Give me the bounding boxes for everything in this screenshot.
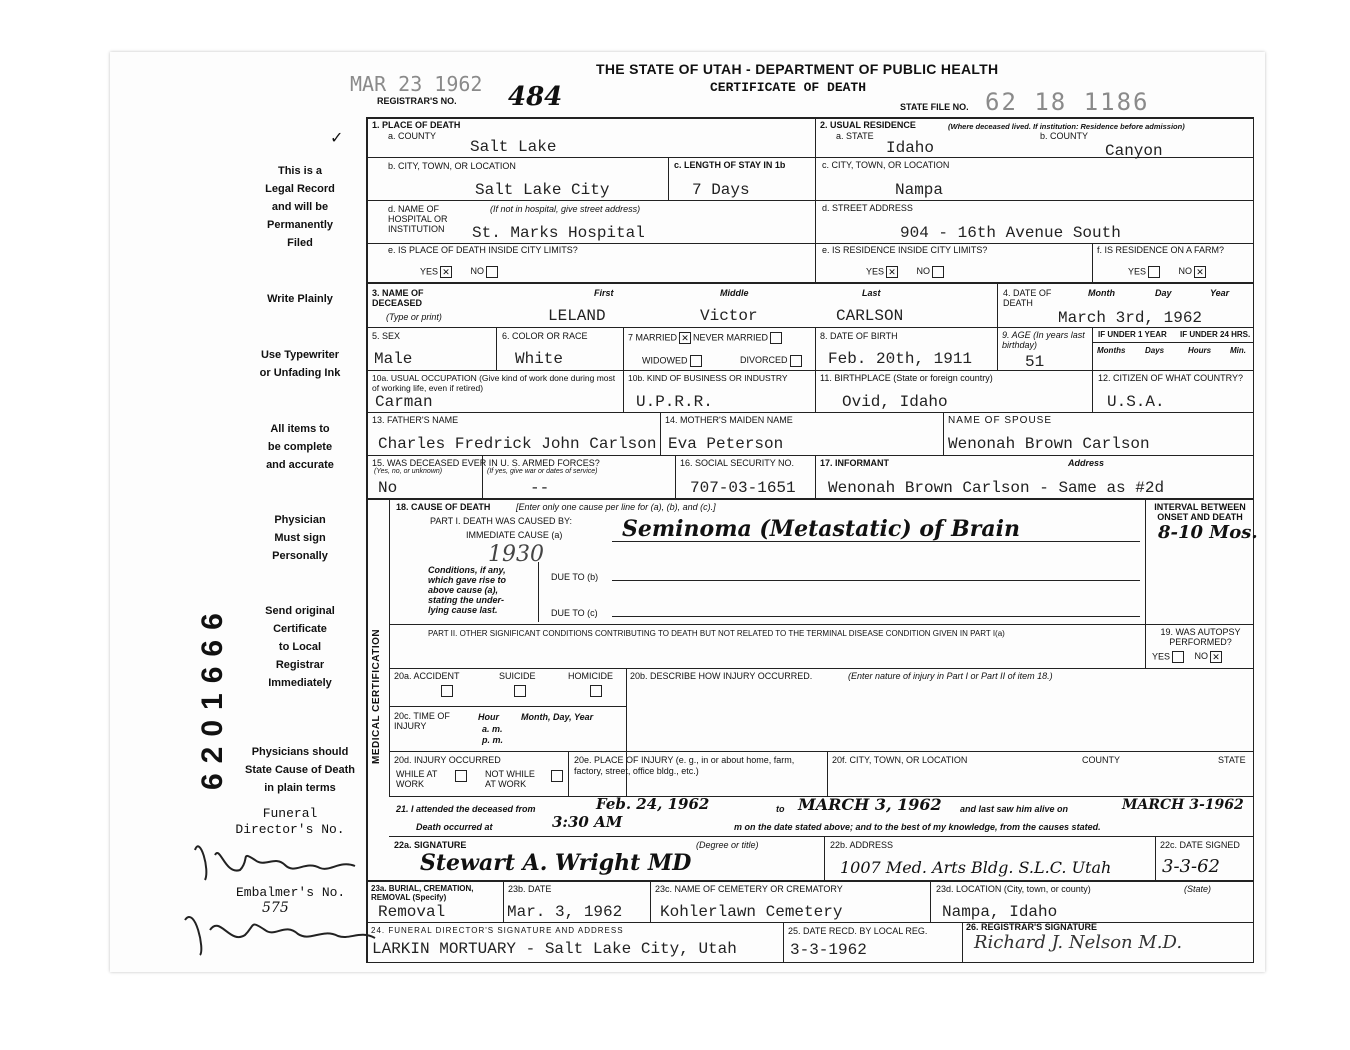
- divider: [366, 200, 1254, 201]
- mother-value: Eva Peterson: [668, 435, 784, 453]
- burial-date-value: Mar. 3, 1962: [507, 903, 623, 921]
- hour-label: Hour: [478, 712, 499, 722]
- length-of-stay-value: 7 Days: [692, 181, 750, 199]
- farm-no-checkbox[interactable]: ✕: [1194, 266, 1206, 278]
- homicide-checkbox[interactable]: [590, 685, 602, 697]
- street-value: 904 - 16th Avenue South: [900, 224, 1121, 242]
- funeral-director-signature: [180, 830, 380, 960]
- due-to-c-label: DUE TO (c): [551, 608, 598, 618]
- divider: [668, 157, 669, 200]
- last-name-label: Last: [862, 288, 881, 298]
- death-county-label: a. COUNTY: [388, 131, 437, 141]
- day-label: Day: [1155, 288, 1172, 298]
- first-name-label: First: [594, 288, 614, 298]
- birthplace-label: 11. BIRTHPLACE (State or foreign country): [820, 373, 993, 383]
- suicide-label: SUICIDE: [499, 671, 536, 681]
- ssn-value: 707-03-1651: [690, 479, 796, 497]
- residence-inside-city-answer: YES ✕ NO: [866, 266, 946, 278]
- how-injury-label: 20b. DESCRIBE HOW INJURY OCCURRED.: [630, 671, 813, 681]
- spouse-value: Wenonah Brown Carlson: [948, 435, 1150, 453]
- accident-label: 20a. ACCIDENT: [394, 671, 460, 681]
- hospital-note: (If not in hospital, give street address): [490, 204, 641, 214]
- place-of-injury-label: 20e. PLACE OF INJURY (e. g., in or about home, farm, factory, street, office bldg., etc.): [574, 755, 795, 776]
- divider: [366, 412, 1254, 413]
- farm-label: f. IS RESIDENCE ON A FARM?: [1097, 245, 1225, 255]
- injury-occurred-label: 20d. INJURY OCCURRED: [394, 755, 501, 765]
- never-married-checkbox[interactable]: [770, 332, 782, 344]
- burial-type-label: 23a. BURIAL, CREMATION, REMOVAL (Specify): [371, 884, 474, 902]
- to-label: to: [776, 804, 785, 814]
- cemetery-value: Kohlerlawn Cemetery: [660, 903, 843, 921]
- interval-value: 8-10 Mos.: [1158, 522, 1258, 543]
- typewriter-note: Use Typewriter or Unfading Ink: [259, 349, 341, 379]
- divider: [389, 836, 1254, 837]
- check-mark: ✓: [330, 130, 344, 147]
- race-label: 6. COLOR OR RACE: [502, 331, 588, 341]
- immediate-cause-label: IMMEDIATE CAUSE (a): [466, 530, 563, 540]
- divider: [815, 455, 816, 498]
- not-while-at-work-checkbox[interactable]: [551, 770, 563, 782]
- injury-state-label: STATE: [1218, 755, 1246, 765]
- registrar-label: REGISTRAR'S NO.: [377, 96, 457, 106]
- residence-state-label: a. STATE: [836, 131, 874, 141]
- marital-status: 7 MARRIED ✕ NEVER MARRIED: [628, 332, 784, 344]
- divider: [997, 327, 998, 370]
- residence-note: (Where deceased lived. If institution: Residence before admission): [948, 122, 1185, 131]
- complete-note: All items to be complete and accurate: [266, 423, 334, 471]
- last-saw-label: and last saw him alive on: [960, 804, 1069, 814]
- embalmer-label: Embalmer's No.: [236, 885, 346, 900]
- residence-county-value: Canyon: [1105, 142, 1163, 160]
- funeral-director-sig-label: 24. FUNERAL DIRECTOR'S SIGNATURE AND ADDRESS: [371, 926, 624, 935]
- last-saw-value: MARCH 3-1962: [1122, 797, 1244, 813]
- widowed-checkbox[interactable]: [690, 355, 702, 367]
- armed-forces-value: No: [378, 479, 398, 497]
- divider: [650, 880, 651, 922]
- under-24-hrs-label: IF UNDER 24 HRS.: [1180, 330, 1251, 339]
- month-label: Month: [1088, 288, 1115, 298]
- type-or-print-note: (Type or print): [386, 312, 442, 322]
- location-label: 23d. LOCATION (City, town, or county): [936, 884, 1091, 894]
- time-of-injury-label: 20c. TIME OF INJURY: [394, 711, 450, 731]
- death-time-value: 3:30 AM: [552, 813, 623, 831]
- divider: [1092, 342, 1254, 343]
- form-top-border: [366, 117, 1254, 119]
- informant-value: Wenonah Brown Carlson - Same as #2d: [828, 479, 1165, 497]
- while-at-work-label: WHILE AT WORK: [396, 769, 438, 789]
- married-checkbox[interactable]: ✕: [679, 332, 691, 344]
- divider: [1155, 836, 1156, 880]
- mother-label: 14. MOTHER'S MAIDEN NAME: [665, 415, 793, 425]
- sex-label: 5. SEX: [372, 331, 401, 341]
- street-label: d. STREET ADDRESS: [822, 203, 913, 213]
- divider: [827, 751, 828, 796]
- physician-signature: Stewart A. Wright MD: [420, 850, 692, 876]
- war-service-value: --: [530, 479, 550, 497]
- farm-yes-checkbox[interactable]: [1148, 266, 1160, 278]
- months-label: Months: [1097, 346, 1126, 355]
- citizen-value: U.S.A.: [1107, 393, 1165, 411]
- deceased-name-label: 3. NAME OF DECEASED: [372, 288, 424, 308]
- physician-address-label: 22b. ADDRESS: [830, 840, 894, 850]
- divider: [366, 922, 1254, 923]
- burial-type-value: Removal: [378, 903, 446, 921]
- physician-note: Physician Must sign Personally: [272, 514, 328, 562]
- funeral-director-label: Funeral Director's No.: [235, 806, 345, 837]
- farm-answer: YES NO ✕: [1128, 266, 1208, 278]
- divider: [962, 922, 963, 962]
- business-value: U.P.R.R.: [636, 393, 713, 411]
- year-handwritten: 1930: [488, 542, 544, 567]
- divider: [997, 282, 998, 327]
- registrar-no: 484: [508, 82, 563, 112]
- length-of-stay-label: c. LENGTH OF STAY IN 1b: [674, 160, 786, 170]
- year-label: Year: [1210, 288, 1230, 298]
- informant-label: 17. INFORMANT: [820, 458, 890, 468]
- autopsy-no-checkbox[interactable]: ✕: [1210, 651, 1222, 663]
- age-value: 51: [1025, 353, 1045, 371]
- divider: [503, 880, 504, 922]
- middle-name-label: Middle: [720, 288, 749, 298]
- address-label: Address: [1068, 458, 1105, 468]
- divider: [1145, 498, 1146, 668]
- armed-forces-note: (Yes, no, or unknown): [374, 468, 443, 475]
- divider: [389, 706, 626, 707]
- send-original-note: Send original Certificate to Local Registrar Immediately: [265, 605, 335, 689]
- date-signed-label: 22c. DATE SIGNED: [1160, 840, 1240, 850]
- divider: [1092, 243, 1093, 282]
- certificate-title: CERTIFICATE OF DEATH: [710, 80, 867, 95]
- date-signed-value: 3-3-62: [1162, 856, 1220, 877]
- attended-from-value: Feb. 24, 1962: [596, 795, 710, 813]
- degree-label: (Degree or title): [696, 840, 759, 850]
- residence-city-label: c. CITY, TOWN, OR LOCATION: [822, 160, 950, 170]
- location-state-note: (State): [1184, 884, 1212, 894]
- date-recd-label: 25. DATE RECD. BY LOCAL REG.: [788, 926, 928, 936]
- divider: [675, 455, 676, 498]
- divider: [366, 370, 1254, 371]
- state-file-no: 62 18 1186: [985, 88, 1150, 116]
- age-label: 9. AGE (In years last birthday): [1002, 330, 1085, 350]
- received-stamp: MAR 23 1962: [350, 72, 483, 96]
- residence-heading: 2. USUAL RESIDENCE: [820, 120, 916, 130]
- date-of-death-label: 4. DATE OF DEATH: [1003, 288, 1052, 308]
- cause-plain-note: Physicians should State Cause of Death in plain terms: [244, 746, 356, 794]
- attended-label: 21. I attended the deceased from: [396, 804, 536, 814]
- residence-state-value: Idaho: [886, 139, 935, 157]
- divider: [930, 880, 931, 922]
- funeral-director-value: LARKIN MORTUARY - Salt Lake City, Utah: [372, 940, 737, 958]
- death-inside-city-answer: YES ✕ NO: [420, 266, 500, 278]
- residence-inside-city-label: e. IS RESIDENCE INSIDE CITY LIMITS?: [822, 245, 988, 255]
- signature-label: 22a. SIGNATURE: [394, 840, 467, 850]
- autopsy-answer: YES NO ✕: [1152, 651, 1224, 663]
- cause-c-line: [612, 616, 1140, 617]
- occupation-value: Carman: [375, 393, 433, 411]
- death-city-value: Salt Lake City: [475, 181, 610, 199]
- place-of-death-heading: 1. PLACE OF DEATH: [372, 120, 461, 130]
- cause-b-line: [612, 580, 1140, 581]
- occupation-label: 10a. USUAL OCCUPATION (Give kind of work done during most of working life, even if retired): [372, 373, 616, 393]
- conditions-bracket: [538, 562, 539, 622]
- father-value: Charles Fredrick John Carlson: [378, 435, 657, 453]
- medical-certification-vertical: MEDICAL CERTIFICATION: [371, 628, 382, 764]
- days-label: Days: [1145, 346, 1165, 355]
- divider: [660, 412, 661, 455]
- embalmer-no: 575: [262, 900, 289, 916]
- divider: [366, 498, 1254, 500]
- burial-date-label: 23b. DATE: [508, 884, 552, 894]
- ssn-label: 16. SOCIAL SECURITY NO.: [680, 458, 795, 468]
- suicide-checkbox[interactable]: [514, 685, 526, 697]
- divider: [366, 282, 1254, 284]
- death-inside-city-label: e. IS PLACE OF DEATH INSIDE CITY LIMITS?: [388, 245, 578, 255]
- divider: [389, 668, 1254, 669]
- divider: [389, 751, 1254, 752]
- physician-address-value: 1007 Med. Arts Bldg. S.L.C. Utah: [840, 858, 1112, 877]
- divider: [366, 243, 1254, 244]
- last-name-value: CARLSON: [836, 307, 904, 325]
- death-city-label: b. CITY, TOWN, OR LOCATION: [388, 161, 516, 171]
- immediate-cause-value: Seminoma (Metastatic) of Brain: [622, 516, 1020, 542]
- hospital-value: St. Marks Hospital: [472, 224, 645, 242]
- date-of-death-value: March 3rd, 1962: [1058, 309, 1203, 327]
- marital-status-2: WIDOWED DIVORCED: [642, 355, 804, 367]
- armed-forces-label: 15. WAS DECEASED EVER IN U. S. ARMED FORCES?: [372, 458, 600, 468]
- not-while-at-work-label: NOT WHILE AT WORK: [485, 769, 535, 789]
- father-label: 13. FATHER'S NAME: [372, 415, 459, 425]
- interval-label: INTERVAL BETWEEN ONSET AND DEATH: [1154, 502, 1246, 522]
- min-label: Min.: [1230, 346, 1246, 355]
- registrar-sig-label: 26. REGISTRAR'S SIGNATURE: [966, 922, 1097, 932]
- month-day-year-label: Month, Day, Year: [521, 712, 594, 722]
- residence-inside-no-checkbox[interactable]: [932, 266, 944, 278]
- divider: [824, 836, 825, 880]
- spouse-label: NAME OF SPOUSE: [948, 415, 1053, 426]
- birthplace-value: Ovid, Idaho: [842, 393, 948, 411]
- dept-title: THE STATE OF UTAH - DEPARTMENT OF PUBLIC HEALTH: [596, 61, 999, 77]
- divorced-checkbox[interactable]: [790, 355, 802, 367]
- due-to-b-label: DUE TO (b): [551, 572, 599, 582]
- date-recd-value: 3-3-1962: [790, 941, 867, 959]
- pm-label: p. m.: [482, 735, 504, 745]
- divider: [366, 327, 1254, 328]
- divider: [496, 327, 497, 370]
- death-occurred-tail: m on the date stated above; and to the best of my knowledge, from the causes stated.: [734, 822, 1101, 832]
- divider: [389, 624, 1254, 625]
- residence-city-value: Nampa: [895, 181, 944, 199]
- sex-value: Male: [374, 350, 413, 368]
- legal-record-note: This is a Legal Record and will be Permanently Filed: [265, 165, 335, 249]
- divider: [783, 922, 784, 962]
- serial-number: 6201666: [196, 603, 229, 790]
- death-inside-no-checkbox[interactable]: [486, 266, 498, 278]
- cemetery-label: 23c. NAME OF CEMETERY OR CREMATORY: [655, 884, 843, 894]
- divider: [943, 412, 944, 455]
- race-value: White: [515, 350, 564, 368]
- cause-note: [Enter only one cause per line for (a), (b), and (c).]: [516, 502, 716, 512]
- business-label: 10b. KIND OF BUSINESS OR INDUSTRY: [628, 373, 788, 383]
- location-value: Nampa, Idaho: [942, 903, 1058, 921]
- hours-label: Hours: [1188, 346, 1212, 355]
- injury-county-label: COUNTY: [1082, 755, 1120, 765]
- divider: [366, 455, 1254, 456]
- autopsy-yes-checkbox[interactable]: [1172, 651, 1184, 663]
- divider: [568, 751, 569, 796]
- citizen-label: 12. CITIZEN OF WHAT COUNTRY?: [1098, 373, 1244, 383]
- middle-name-value: Victor: [700, 307, 758, 325]
- birth-date-label: 8. DATE OF BIRTH: [820, 331, 898, 341]
- how-injury-note: (Enter nature of injury in Part I or Part II of item 18.): [848, 671, 1053, 681]
- war-note: (If yes, give war or dates of service): [487, 468, 598, 475]
- cause-of-death-label: 18. CAUSE OF DEATH: [396, 502, 491, 512]
- death-county-value: Salt Lake: [470, 138, 557, 156]
- divider: [366, 962, 1254, 963]
- part-1-label: PART I. DEATH WAS CAUSED BY:: [430, 516, 573, 526]
- attended-to-value: MARCH 3, 1962: [798, 795, 942, 814]
- death-inside-yes-checkbox[interactable]: ✕: [440, 266, 452, 278]
- am-label: a. m.: [482, 724, 503, 734]
- conditions-note: Conditions, if any, which gave rise to above cause (a), stating the under- lying cause last.: [428, 565, 507, 615]
- while-at-work-checkbox[interactable]: [455, 770, 467, 782]
- death-occurred-label: Death occurred at: [416, 822, 493, 832]
- autopsy-label: 19. WAS AUTOPSY PERFORMED?: [1160, 627, 1241, 647]
- cause-a-line: [612, 541, 1140, 542]
- homicide-label: HOMICIDE: [568, 671, 613, 681]
- residence-inside-yes-checkbox[interactable]: ✕: [886, 266, 898, 278]
- state-file-label: STATE FILE NO.: [900, 102, 969, 112]
- registrar-signature: Richard J. Nelson M.D.: [974, 932, 1183, 953]
- residence-county-label: b. COUNTY: [1040, 131, 1089, 141]
- divider: [366, 880, 1254, 882]
- hospital-label: d. NAME OF HOSPITAL OR INSTITUTION: [388, 204, 448, 234]
- birth-date-value: Feb. 20th, 1911: [828, 350, 973, 368]
- write-plainly-note: Write Plainly: [267, 293, 333, 305]
- under-1-year-label: IF UNDER 1 YEAR: [1098, 330, 1167, 339]
- accident-checkbox[interactable]: [441, 685, 453, 697]
- injury-city-label: 20f. CITY, TOWN, OR LOCATION: [832, 755, 968, 765]
- first-name-value: LELAND: [548, 307, 606, 325]
- part-2-label: PART II. OTHER SIGNIFICANT CONDITIONS CONTRIBUTING TO DEATH BUT NOT RELATED TO THE TERMINAL DISEASE CONDITION GIVEN IN PART I(a): [428, 629, 1005, 638]
